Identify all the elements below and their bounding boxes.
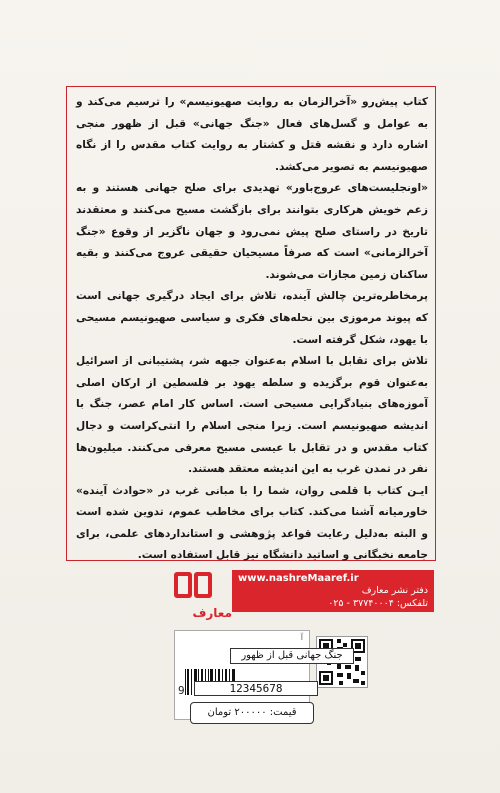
- publisher-logo: [172, 570, 232, 620]
- blurb-paragraph: کتاب پیش‌رو «آخرالزمان به روایت صهیونیسم» را ترسیم می‌کند و به عوامل و گسل‌های فعال «جنگ جهانی» قبل از ظهور منجی اشاره دارد و نقشه قتل و کشتار به روایت کتاب مقدس را از نگاه صهیونیسم به تصویر می‌کشد.: [76, 96, 428, 173]
- blurb-paragraph: «اونجلیست‌های عروج‌باور» تهدیدی برای صلح جهانی هستند و به زعم خویش هرکاری بتوانند برای بازگشت مسیح می‌کنند و معتقدند تاریخ در راستای صلح پیش نمی‌رود و جهان ناگزیر از وقوع «جنگ آخرالزمانی» است که صرفاً مسیحیان حقیقی عروج می‌کنند و بقیه ساکنان زمین مجازات می‌شوند.: [76, 182, 428, 281]
- blurb-paragraph: تلاش برای تقابل با اسلام به‌عنوان جبهه شر، پشتیبانی از اسرائیل به‌عنوان قوم برگزیده و سلطه یهود بر فلسطین از ارکان اصلی آموزه‌های بنیادگرایی مسیحی است. اساس کار امام عصر، جنگ با اندیشه صهیونیسم است. زیرا منجی اسلام را انتی‌کراست و دجال کتاب مقدس و در تقابل با عیسی مسیح معرفی می‌کنند. میلیون‌ها نفر در تمدن غرب به این اندیشه معتقد هستند.: [76, 355, 428, 476]
- isbn-prefix-digit: 9: [178, 684, 185, 697]
- blurb-paragraph: ایـن کتاب با قلمی روان، شما را با مبانی غرب در «حوادث آینده» خاورمیانه آشنا می‌کند. کتاب برای مخاطب عموم، تدوین شده است و البته به‌دلیل رعایت قواعد پژوهشی و استانداردهای علمی، برای جامعه نخبگانی و اساتید دانشگاه نیز قابل استفاده است.: [76, 484, 428, 562]
- blurb-text: [76, 92, 428, 567]
- sticker-top-text: آ: [300, 633, 303, 642]
- publisher-name: دفتر نشر معارف: [361, 585, 428, 596]
- publisher-phone: تلفکس: ۳۷۷۴۰۰۰۴ - ۰۲۵: [328, 598, 428, 609]
- sticker-book-title: جنگ جهانی قبل از ظهور: [230, 648, 354, 664]
- price-label: قیمت: ۲۰۰۰۰۰ تومان: [190, 702, 314, 724]
- publisher-url: www.nashreMaaref.ir: [238, 573, 359, 584]
- publisher-logo-text: معارف: [192, 606, 232, 620]
- blurb-paragraph: پرمخاطره‌ترین چالش آینده، تلاش برای ایجاد درگیری جهانی است که پیوند مرموزی بین نحله‌های فکری و سیاسی صهیونیسم مسیحی با یهود، شکل گرفته است.: [76, 290, 428, 346]
- sticker-number: 12345678: [194, 681, 318, 696]
- publisher-info: [232, 570, 434, 612]
- logo-square-icon: [174, 572, 192, 598]
- logo-square-icon: [194, 572, 212, 598]
- publisher-block: [172, 570, 434, 620]
